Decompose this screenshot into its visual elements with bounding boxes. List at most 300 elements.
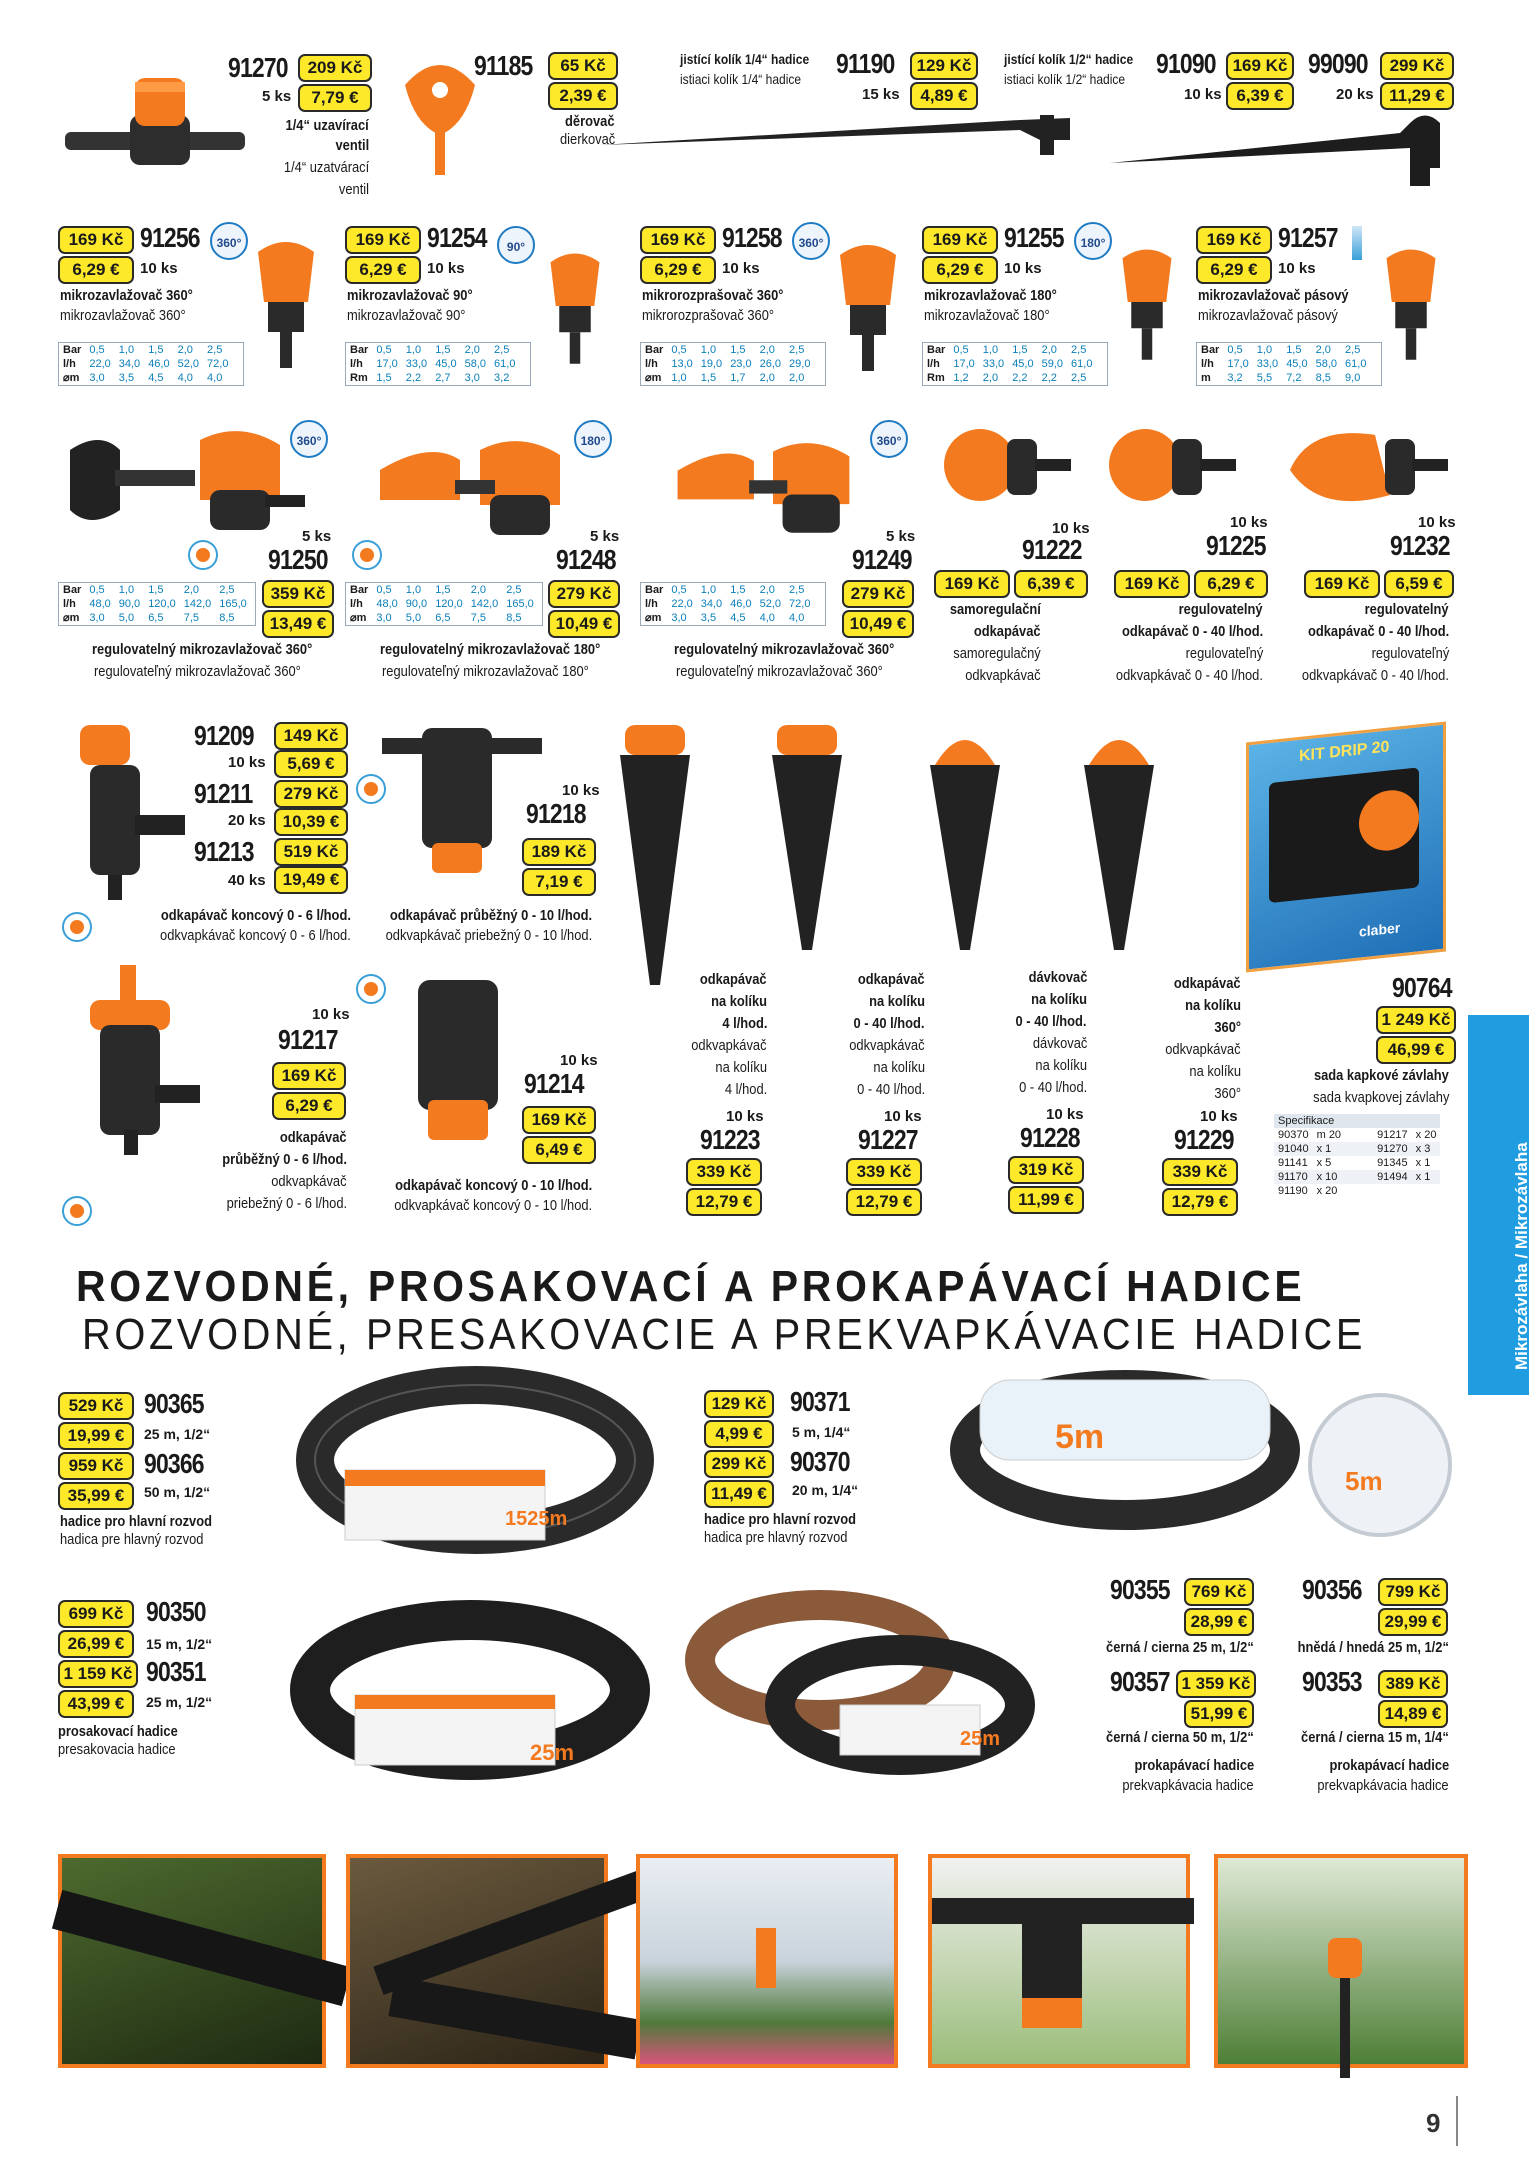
price-czk: 65 Kč bbox=[548, 52, 618, 80]
name-sk: regulovateľný mikrozavlažovač 360° bbox=[676, 663, 883, 680]
hose-spec: černá / cierna 50 m, 1/2“ bbox=[1106, 1729, 1254, 1746]
price-czk: 319 Kč bbox=[1008, 1156, 1084, 1184]
inline-dripper-image bbox=[382, 718, 542, 888]
spray-angle-badge: 180° bbox=[1074, 222, 1112, 260]
hose-coil-image bbox=[305, 1375, 645, 1555]
name-sk: ventil bbox=[338, 181, 369, 198]
price-eur: 2,39 € bbox=[548, 82, 618, 110]
product-code: 91209 bbox=[194, 720, 254, 751]
micro-sprayer-image bbox=[828, 230, 908, 380]
quantity: 10 ks bbox=[1200, 1108, 1238, 1125]
micro-sprinkler-image bbox=[1112, 232, 1182, 372]
name-cz: prokapávací hadice bbox=[1134, 1757, 1254, 1774]
product-code: 91214 bbox=[524, 1068, 584, 1099]
price-eur: 10,39 € bbox=[274, 808, 348, 836]
product-code: 91213 bbox=[194, 836, 254, 867]
quantity: 10 ks bbox=[228, 754, 266, 771]
quantity: 20 ks bbox=[228, 812, 266, 829]
brand-logo: claber bbox=[1359, 919, 1401, 940]
price-czk: 1 159 Kč bbox=[58, 1660, 138, 1688]
stake-quarter-inch-image bbox=[600, 110, 1080, 160]
price-eur: 6,29 € bbox=[345, 256, 421, 284]
hose-coil-image bbox=[690, 1585, 1030, 1785]
price-czk: 169 Kč bbox=[934, 570, 1010, 598]
quantity: 10 ks bbox=[726, 1108, 764, 1125]
product-code: 91254 bbox=[427, 222, 487, 253]
quantity: 10 ks bbox=[312, 1006, 350, 1023]
product-code: 91227 bbox=[858, 1124, 918, 1155]
micro-sprinkler-image bbox=[540, 236, 610, 376]
hose-spec: 15 m, 1/2“ bbox=[146, 1636, 213, 1652]
price-czk: 189 Kč bbox=[522, 838, 596, 866]
quantity: 10 ks bbox=[884, 1108, 922, 1125]
name-cz: regulovatelný mikrozavlažovač 360° bbox=[92, 641, 313, 658]
quantity: 10 ks bbox=[560, 1052, 598, 1069]
name-sk: 0 - 40 l/hod. bbox=[856, 1081, 925, 1098]
product-code: 90356 bbox=[1302, 1574, 1362, 1605]
price-czk: 339 Kč bbox=[846, 1158, 922, 1186]
spec-table: Bar 0,5 1,0 1,5 2,0 2,5 l/h 22,0 34,0 46,0 52,0 72,0 ⌀m 3,0 3,5 4,5 4,0 4,0 bbox=[58, 342, 244, 386]
quantity: 10 ks bbox=[1046, 1106, 1084, 1123]
name-cz: na kolíku bbox=[711, 993, 767, 1010]
quantity: 5 ks bbox=[302, 528, 332, 545]
price-eur: 35,99 € bbox=[58, 1482, 134, 1510]
drip-icon bbox=[62, 1196, 92, 1226]
price-eur: 4,99 € bbox=[704, 1420, 774, 1448]
price-eur: 12,79 € bbox=[686, 1188, 762, 1216]
name-sk: odkvapkávač bbox=[849, 1037, 925, 1054]
price-czk: 129 Kč bbox=[910, 52, 978, 80]
quantity: 10 ks bbox=[1230, 514, 1268, 531]
quantity: 10 ks bbox=[562, 782, 600, 799]
product-code: 90350 bbox=[146, 1596, 206, 1627]
name-sk: odkvapkávač bbox=[271, 1173, 347, 1190]
name-cz: hadice pro hlavní rozvod bbox=[704, 1511, 856, 1528]
price-eur: 19,49 € bbox=[274, 866, 348, 894]
price-czk: 149 Kč bbox=[274, 722, 348, 750]
quantity: 10 ks bbox=[1418, 514, 1456, 531]
quantity: 40 ks bbox=[228, 872, 266, 889]
stake-half-inch-image bbox=[1110, 108, 1450, 188]
quantity: 10 ks bbox=[1052, 520, 1090, 537]
price-eur: 11,49 € bbox=[704, 1480, 774, 1508]
hose-length-label: 1525m bbox=[505, 1508, 568, 1530]
name-cz: 0 - 40 l/hod. bbox=[1016, 1013, 1087, 1030]
name-sk: 4 l/hod. bbox=[724, 1081, 767, 1098]
quantity: 15 ks bbox=[862, 86, 900, 103]
price-eur: 29,99 € bbox=[1378, 1608, 1448, 1636]
price-eur: 28,99 € bbox=[1184, 1608, 1254, 1636]
kit-spec-table: Specifikace 90370 m 20 91217 x 20 91040 x 1 91270 x 3 91141 x 5 91345 x 1 91170 x 10 91494 x 1 91190 x 20 bbox=[1274, 1114, 1440, 1198]
price-czk: 699 Kč bbox=[58, 1600, 134, 1628]
product-code: 90355 bbox=[1110, 1574, 1170, 1605]
price-czk: 1 249 Kč bbox=[1376, 1006, 1456, 1034]
photo-sprinkler-flowers bbox=[636, 1854, 898, 2068]
name-sk: dierkovač bbox=[559, 131, 615, 148]
name-sk: samoregulačný bbox=[953, 645, 1041, 662]
name-sk: odkvapkávač 0 - 40 l/hod. bbox=[1301, 667, 1449, 684]
name-cz: odkapávač koncový 0 - 10 l/hod. bbox=[394, 1177, 592, 1194]
name-cz: na kolíku bbox=[869, 993, 925, 1010]
product-code: 90366 bbox=[144, 1448, 204, 1479]
name-sk: prekvapkávacia hadice bbox=[1317, 1777, 1449, 1794]
name-sk: regulovateľný mikrozavlažovač 180° bbox=[382, 663, 589, 680]
name-sk: hadica pre hlavný rozvod bbox=[60, 1531, 204, 1548]
product-code: 91211 bbox=[194, 778, 253, 809]
name-sk: mikrozavlažovač 360° bbox=[60, 307, 186, 324]
price-czk: 169 Kč bbox=[1196, 226, 1272, 254]
spec-table: Bar 0,5 1,0 1,5 2,0 2,5 l/h 17,0 33,0 45,0 58,0 61,0 m 3,2 5,5 7,2 8,5 9,0 bbox=[1196, 342, 1382, 386]
name-cz: odkapávač bbox=[280, 1129, 347, 1146]
name-sk: odkvapkávač bbox=[965, 667, 1041, 684]
price-eur: 46,99 € bbox=[1376, 1036, 1456, 1064]
name-sk: na kolíku bbox=[1189, 1063, 1241, 1080]
hose-spec: černá / cierna 25 m, 1/2“ bbox=[1106, 1639, 1254, 1656]
quantity: 5 ks bbox=[590, 528, 620, 545]
price-czk: 389 Kč bbox=[1378, 1670, 1448, 1698]
price-czk: 799 Kč bbox=[1378, 1578, 1448, 1606]
name-sk: mikrozavlažovač pásový bbox=[1198, 307, 1338, 324]
micro-sprinkler-image bbox=[246, 232, 326, 372]
price-czk: 169 Kč bbox=[272, 1062, 346, 1090]
product-code: 91090 bbox=[1156, 48, 1216, 79]
price-czk: 169 Kč bbox=[640, 226, 716, 254]
product-code: 90353 bbox=[1302, 1666, 1362, 1697]
price-eur: 5,69 € bbox=[274, 750, 348, 778]
name-sk: mikrozavlažovač 180° bbox=[924, 307, 1050, 324]
product-code: 91257 bbox=[1278, 222, 1338, 253]
price-czk: 769 Kč bbox=[1184, 1578, 1254, 1606]
price-czk: 169 Kč bbox=[58, 226, 134, 254]
name-cz: 360° bbox=[1214, 1019, 1241, 1036]
price-eur: 7,79 € bbox=[298, 84, 372, 112]
product-code: 99090 bbox=[1308, 48, 1368, 79]
product-code: 90371 bbox=[790, 1386, 850, 1417]
photo-dripper-closeup bbox=[928, 1854, 1190, 2068]
name-sk: hadica pre hlavný rozvod bbox=[704, 1529, 848, 1546]
drip-icon bbox=[62, 912, 92, 942]
name-sk: istiaci kolík 1/4“ hadice bbox=[680, 71, 802, 87]
adjustable-sprinkler-image bbox=[60, 420, 310, 540]
name-sk: 1/4“ uzatvárací bbox=[283, 159, 369, 176]
stake-dripper-image bbox=[610, 725, 700, 995]
spray-angle-badge: 360° bbox=[210, 222, 248, 260]
end-dripper-image bbox=[70, 725, 190, 905]
quantity: 10 ks bbox=[1004, 260, 1042, 277]
name-cz: průběžný 0 - 6 l/hod. bbox=[222, 1151, 347, 1168]
name-cz: odkapávač bbox=[974, 623, 1041, 640]
price-eur: 6,39 € bbox=[1014, 570, 1088, 598]
price-eur: 14,89 € bbox=[1378, 1700, 1448, 1728]
dripper-image bbox=[1100, 425, 1240, 515]
price-eur: 6,59 € bbox=[1384, 570, 1454, 598]
product-code: 91255 bbox=[1004, 222, 1064, 253]
quantity: 5 ks bbox=[886, 528, 916, 545]
name-cz: odkapávač 0 - 40 l/hod. bbox=[1121, 623, 1263, 640]
price-czk: 299 Kč bbox=[1380, 52, 1454, 80]
hose-spec: černá / cierna 15 m, 1/4“ bbox=[1301, 1729, 1449, 1746]
product-code: 91217 bbox=[278, 1024, 338, 1055]
product-code: 91248 bbox=[556, 544, 616, 575]
name-cz: mikrozavlažovač 180° bbox=[924, 287, 1057, 304]
price-czk: 279 Kč bbox=[274, 780, 348, 808]
name-sk: dávkovač bbox=[1032, 1035, 1087, 1052]
price-czk: 1 359 Kč bbox=[1176, 1670, 1256, 1698]
price-czk: 339 Kč bbox=[686, 1158, 762, 1186]
name-sk: 360° bbox=[1214, 1085, 1241, 1102]
name-cz: samoregulační bbox=[949, 601, 1041, 618]
stake-dripper-image bbox=[920, 725, 1010, 955]
name-cz: 1/4“ uzavírací bbox=[285, 117, 369, 134]
price-eur: 6,29 € bbox=[1194, 570, 1268, 598]
spec-table: Bar 0,5 1,0 1,5 2,0 2,5 l/h 22,0 34,0 46,0 52,0 72,0 ⌀m 3,0 3,5 4,5 4,0 4,0 bbox=[640, 582, 826, 626]
quantity: 10 ks bbox=[1184, 86, 1222, 103]
product-code: 90370 bbox=[790, 1446, 850, 1477]
spec-table: Bar 0,5 1,0 1,5 2,0 2,5 l/h 48,0 90,0 120,0 142,0 165,0 ⌀m 3,0 5,0 6,5 7,5 8,5 bbox=[345, 582, 543, 626]
spec-table: Bar 0,5 1,0 1,5 2,0 2,5 l/h 17,0 33,0 45,0 58,0 61,0 Rm 1,5 2,2 2,7 3,0 3,2 bbox=[345, 342, 531, 386]
spray-angle-badge: 360° bbox=[870, 420, 908, 458]
stake-dripper-image bbox=[762, 725, 852, 955]
name-sk: 0 - 40 l/hod. bbox=[1018, 1079, 1087, 1096]
end-dripper-image bbox=[408, 980, 518, 1160]
product-code: 91218 bbox=[526, 798, 586, 829]
side-tab-label: Mikrozávlaha / Mikrozávlaha bbox=[1512, 1142, 1531, 1370]
price-eur: 6,29 € bbox=[272, 1092, 346, 1120]
drip-icon bbox=[356, 974, 386, 1004]
price-czk: 299 Kč bbox=[704, 1450, 774, 1478]
quantity: 10 ks bbox=[140, 260, 178, 277]
price-czk: 169 Kč bbox=[922, 226, 998, 254]
name-cz: regulovatelný bbox=[1365, 601, 1449, 618]
name-cz: ventil bbox=[335, 137, 369, 154]
name-sk: sada kvapkovej závlahy bbox=[1312, 1089, 1449, 1106]
quantity: 10 ks bbox=[1278, 260, 1316, 277]
kit-box-label: KIT DRIP 20 bbox=[1299, 738, 1390, 765]
price-eur: 11,29 € bbox=[1380, 82, 1454, 110]
price-czk: 279 Kč bbox=[548, 580, 620, 608]
price-czk: 169 Kč bbox=[1304, 570, 1380, 598]
name-cz: hadice pro hlavní rozvod bbox=[60, 1513, 212, 1530]
price-eur: 6,29 € bbox=[58, 256, 134, 284]
name-sk: istiaci kolík 1/2“ hadice bbox=[1004, 71, 1126, 87]
price-czk: 339 Kč bbox=[1162, 1158, 1238, 1186]
name-cz: odkapávač koncový 0 - 6 l/hod. bbox=[161, 907, 351, 924]
price-eur: 7,19 € bbox=[522, 868, 596, 896]
spray-angle-badge: 180° bbox=[574, 420, 612, 458]
strip-sprinkler-image bbox=[1376, 232, 1446, 372]
product-code: 91190 bbox=[836, 48, 895, 79]
name-sk: na kolíku bbox=[715, 1059, 767, 1076]
name-cz: odkapávač bbox=[1174, 975, 1241, 992]
price-czk: 279 Kč bbox=[842, 580, 914, 608]
name-cz: odkapávač bbox=[700, 971, 767, 988]
side-tab[interactable] bbox=[1468, 1015, 1529, 1395]
product-code: 91229 bbox=[1174, 1124, 1234, 1155]
name-cz: regulovatelný mikrozavlažovač 360° bbox=[674, 641, 895, 658]
name-cz: na kolíku bbox=[1185, 997, 1241, 1014]
hose-length-label: 5m bbox=[1345, 1466, 1383, 1496]
product-code: 91250 bbox=[268, 544, 328, 575]
price-czk: 959 Kč bbox=[58, 1452, 134, 1480]
name-cz: na kolíku bbox=[1031, 991, 1087, 1008]
name-sk: regulovateľný mikrozavlažovač 360° bbox=[94, 663, 301, 680]
hole-punch-image bbox=[395, 55, 485, 185]
name-cz: mikrorozprašovač 360° bbox=[642, 287, 784, 304]
name-cz: prosakovací hadice bbox=[58, 1723, 178, 1740]
spray-angle-badge: 90° bbox=[497, 226, 535, 264]
price-eur: 10,49 € bbox=[548, 610, 620, 638]
product-code: 91225 bbox=[1206, 530, 1266, 561]
product-code: 91258 bbox=[722, 222, 782, 253]
spray-pattern-icon bbox=[352, 540, 382, 570]
price-eur: 6,29 € bbox=[640, 256, 716, 284]
spray-angle-badge: 360° bbox=[290, 420, 328, 458]
product-code: 91270 bbox=[228, 52, 288, 83]
product-code: 90365 bbox=[144, 1388, 204, 1419]
product-code: 91232 bbox=[1390, 530, 1450, 561]
hose-length-label: 5m bbox=[1055, 1418, 1105, 1456]
photo-hose-connector bbox=[346, 1854, 608, 2068]
name-cz: jistící kolík 1/2“ hadice bbox=[1004, 51, 1134, 67]
price-eur: 6,29 € bbox=[922, 256, 998, 284]
price-czk: 529 Kč bbox=[58, 1392, 134, 1420]
name-cz: mikrozavlažovač pásový bbox=[1198, 287, 1349, 304]
hose-spec: 5 m, 1/4“ bbox=[792, 1424, 851, 1440]
spec-table: Bar 0,5 1,0 1,5 2,0 2,5 l/h 48,0 90,0 120,0 142,0 165,0 ⌀m 3,0 5,0 6,5 7,5 8,5 bbox=[58, 582, 256, 626]
dripper-image bbox=[935, 425, 1075, 515]
photo-hose-in-garden bbox=[58, 1854, 326, 2068]
hose-spec: 50 m, 1/2“ bbox=[144, 1484, 211, 1500]
price-eur: 6,29 € bbox=[1196, 256, 1272, 284]
price-eur: 13,49 € bbox=[262, 610, 334, 638]
name-cz: sada kapkové závlahy bbox=[1314, 1067, 1449, 1084]
name-sk: odkvapkávač koncový 0 - 6 l/hod. bbox=[160, 927, 351, 944]
name-cz: prokapávací hadice bbox=[1329, 1757, 1449, 1774]
hose-coil-image bbox=[950, 1370, 1300, 1530]
price-czk: 169 Kč bbox=[1226, 52, 1294, 80]
price-eur: 19,99 € bbox=[58, 1422, 134, 1450]
price-czk: 169 Kč bbox=[1114, 570, 1190, 598]
shutoff-valve-image bbox=[60, 70, 250, 180]
name-sk: mikrorozprašovač 360° bbox=[642, 307, 775, 324]
name-sk: na kolíku bbox=[873, 1059, 925, 1076]
brand-logo: claber bbox=[1110, 1473, 1169, 1495]
section-title-sk: ROZVODNÉ, PRESAKOVACIE A PREKVAPKÁVACIE HADICE bbox=[82, 1310, 1367, 1359]
inline-dripper-image bbox=[70, 965, 200, 1155]
name-sk: priebežný 0 - 6 l/hod. bbox=[226, 1195, 347, 1212]
name-cz: jistící kolík 1/4“ hadice bbox=[680, 51, 810, 67]
product-code: 90351 bbox=[146, 1656, 206, 1687]
price-eur: 6,49 € bbox=[522, 1136, 596, 1164]
name-sk: na kolíku bbox=[1035, 1057, 1087, 1074]
stake-dripper-image bbox=[1074, 725, 1164, 955]
price-eur: 12,79 € bbox=[846, 1188, 922, 1216]
name-sk: presakovacia hadice bbox=[58, 1741, 176, 1758]
price-czk: 359 Kč bbox=[262, 580, 334, 608]
name-sk: mikrozavlažovač 90° bbox=[347, 307, 466, 324]
quantity: 10 ks bbox=[427, 260, 465, 277]
quantity: 20 ks bbox=[1336, 86, 1374, 103]
name-cz: dávkovač bbox=[1028, 969, 1087, 986]
price-czk: 519 Kč bbox=[274, 838, 348, 866]
name-sk: regulovateľný bbox=[1371, 645, 1449, 662]
name-sk: odkvapkávač 0 - 40 l/hod. bbox=[1115, 667, 1263, 684]
name-cz: odkapávač bbox=[858, 971, 925, 988]
name-sk: prekvapkávacia hadice bbox=[1122, 1777, 1254, 1794]
price-czk: 129 Kč bbox=[704, 1390, 774, 1418]
name-sk: odkvapkávač bbox=[1165, 1041, 1241, 1058]
quantity: 5 ks bbox=[262, 88, 292, 105]
spray-angle-badge: 360° bbox=[792, 222, 830, 260]
dripper-image bbox=[1280, 425, 1450, 515]
product-code: 91256 bbox=[140, 222, 200, 253]
name-sk: odkvapkávač bbox=[691, 1037, 767, 1054]
name-cz: mikrozavlažovač 90° bbox=[347, 287, 473, 304]
hose-spec: 25 m, 1/2“ bbox=[144, 1426, 211, 1442]
hose-spec: 20 m, 1/4“ bbox=[792, 1482, 859, 1498]
photo-micro-sprayer bbox=[1214, 1854, 1468, 2068]
page-number-rule bbox=[1456, 2096, 1458, 2146]
adjustable-sprinkler-image bbox=[370, 430, 590, 540]
name-sk: odkvapkávač koncový 0 - 10 l/hod. bbox=[394, 1197, 592, 1214]
kit-box-image bbox=[1246, 721, 1446, 972]
product-code: 90357 bbox=[1110, 1666, 1170, 1697]
name-cz: 0 - 40 l/hod. bbox=[854, 1015, 925, 1032]
name-cz: 4 l/hod. bbox=[721, 1015, 767, 1032]
spray-pattern-icon bbox=[188, 540, 218, 570]
hose-package-image bbox=[1305, 1390, 1455, 1540]
name-sk: odkvapkávač priebežný 0 - 10 l/hod. bbox=[385, 927, 592, 944]
hose-length-label: 25m bbox=[530, 1740, 575, 1765]
page-number: 9 bbox=[1426, 2108, 1441, 2138]
name-sk: regulovateľný bbox=[1185, 645, 1263, 662]
adjustable-sprinkler-image bbox=[668, 430, 878, 540]
quantity: 10 ks bbox=[722, 260, 760, 277]
price-eur: 4,89 € bbox=[910, 82, 978, 110]
spec-table: Bar 0,5 1,0 1,5 2,0 2,5 l/h 13,0 19,0 23,0 26,0 29,0 ⌀m 1,0 1,5 1,7 2,0 2,0 bbox=[640, 342, 826, 386]
price-czk: 209 Kč bbox=[298, 54, 372, 82]
hose-spec: hnědá / hnedá 25 m, 1/2“ bbox=[1297, 1639, 1449, 1656]
price-eur: 12,79 € bbox=[1162, 1188, 1238, 1216]
name-cz: děrovač bbox=[565, 113, 615, 130]
price-czk: 169 Kč bbox=[345, 226, 421, 254]
name-cz: regulovatelný bbox=[1179, 601, 1263, 618]
hose-coil-image bbox=[295, 1600, 645, 1780]
strip-spray-icon bbox=[1352, 226, 1362, 260]
spec-table: Bar 0,5 1,0 1,5 2,0 2,5 l/h 17,0 33,0 45,0 59,0 61,0 Rm 1,2 2,0 2,2 2,2 2,5 bbox=[922, 342, 1108, 386]
section-title-cz: ROZVODNÉ, PROSAKOVACÍ A PROKAPÁVACÍ HADICE bbox=[76, 1262, 1306, 1311]
name-cz: odkapávač průběžný 0 - 10 l/hod. bbox=[389, 907, 592, 924]
price-eur: 43,99 € bbox=[58, 1690, 134, 1718]
product-code: 91222 bbox=[1022, 534, 1082, 565]
product-code: 91228 bbox=[1020, 1122, 1080, 1153]
product-code: 91249 bbox=[852, 544, 912, 575]
name-cz: odkapávač 0 - 40 l/hod. bbox=[1307, 623, 1449, 640]
price-czk: 169 Kč bbox=[522, 1106, 596, 1134]
price-eur: 6,39 € bbox=[1226, 82, 1294, 110]
price-eur: 26,99 € bbox=[58, 1630, 134, 1658]
hose-spec: 25 m, 1/2“ bbox=[146, 1694, 213, 1710]
hose-length-label: 25m bbox=[960, 1728, 1001, 1750]
price-eur: 51,99 € bbox=[1184, 1700, 1254, 1728]
name-cz: mikrozavlažovač 360° bbox=[60, 287, 193, 304]
product-code: 91185 bbox=[474, 50, 533, 81]
price-eur: 10,49 € bbox=[842, 610, 914, 638]
price-eur: 11,99 € bbox=[1008, 1186, 1084, 1214]
name-cz: regulovatelný mikrozavlažovač 180° bbox=[380, 641, 601, 658]
product-code: 90764 bbox=[1392, 972, 1452, 1003]
product-code: 91223 bbox=[700, 1124, 760, 1155]
